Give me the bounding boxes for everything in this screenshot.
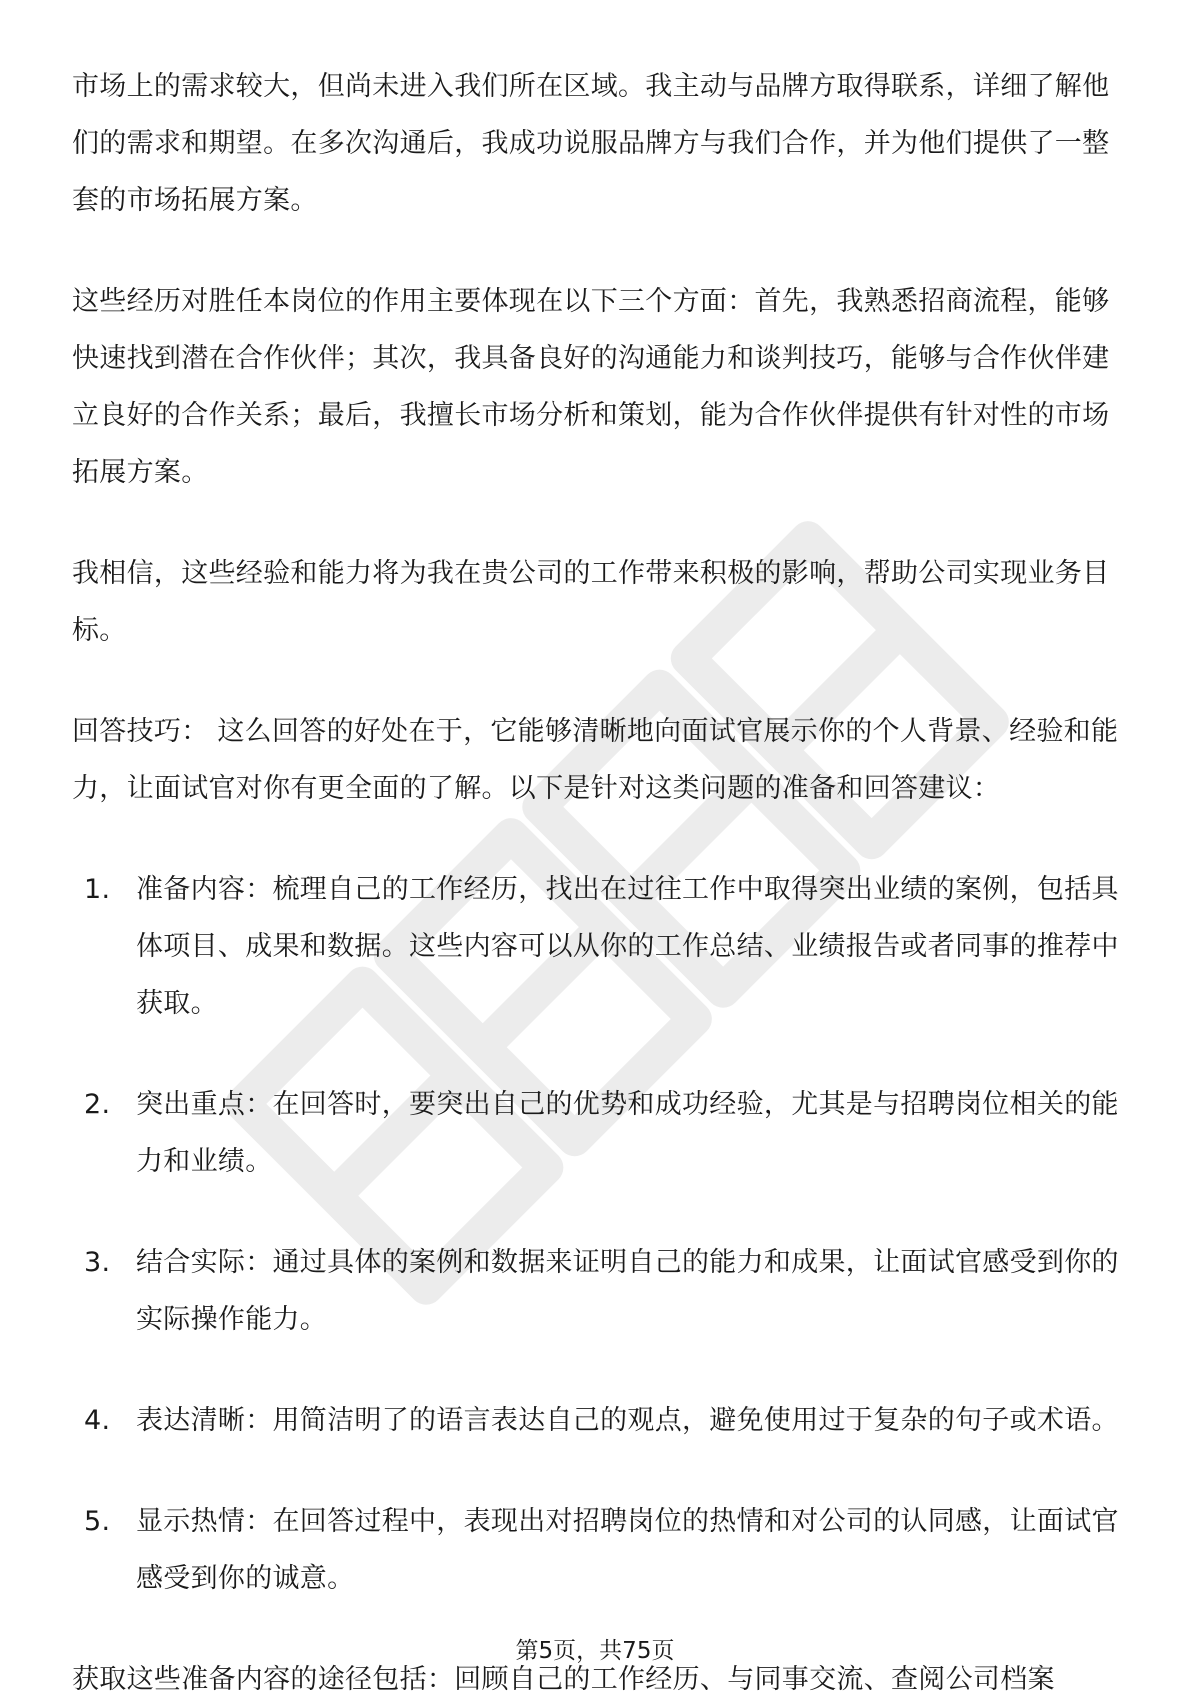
list-item: [84, 1392, 1120, 1449]
list-item: [84, 1234, 1120, 1348]
tips-list: [72, 861, 1120, 1607]
list-item-number: 4.: [84, 1405, 111, 1436]
document-body: [72, 58, 1120, 1708]
list-item-text: 准备内容：梳理自己的工作经历，找出在过往工作中取得突出业绩的案例，包括具体项目、成果和数据。这些内容可以从你的工作总结、业绩报告或者同事的推荐中获取。: [136, 874, 1119, 1019]
list-item: [84, 1076, 1120, 1190]
list-item-number: 5.: [84, 1506, 111, 1537]
list-item-number: 1.: [84, 874, 111, 905]
paragraph: 市场上的需求较大，但尚未进入我们所在区域。我主动与品牌方取得联系，详细了解他们的需求和期望。在多次沟通后，我成功说服品牌方与我们合作，并为他们提供了一整套的市场拓展方案。: [72, 71, 1110, 216]
paragraph: 我相信，这些经验和能力将为我在贵公司的工作带来积极的影响，帮助公司实现业务目标。: [72, 558, 1110, 646]
list-item-text: 结合实际：通过具体的案例和数据来证明自己的能力和成果，让面试官感受到你的实际操作能力。: [136, 1247, 1119, 1335]
list-item-number: 3.: [84, 1247, 111, 1278]
list-item-text: 显示热情：在回答过程中，表现出对招聘岗位的热情和对公司的认同感，让面试官感受到你的诚意。: [136, 1506, 1119, 1594]
page-footer: 第5页，共75页: [515, 1638, 675, 1664]
paragraph: 这些经历对胜任本岗位的作用主要体现在以下三个方面：首先，我熟悉招商流程，能够快速找到潜在合作伙伴；其次，我具备良好的沟通能力和谈判技巧，能够与合作伙伴建立良好的合作关系；最后，我擅长市场分析和策划，能为合作伙伴提供有针对性的市场拓展方案。: [72, 286, 1110, 488]
list-item-text: 表达清晰：用简洁明了的语言表达自己的观点，避免使用过于复杂的句子或术语。: [136, 1405, 1119, 1436]
paragraph: 回答技巧： 这么回答的好处在于，它能够清晰地向面试官展示你的个人背景、经验和能力，让面试官对你有更全面的了解。以下是针对这类问题的准备和回答建议：: [72, 716, 1119, 804]
list-item: [84, 1493, 1120, 1607]
list-item: [84, 861, 1120, 1032]
list-item-number: 2.: [84, 1089, 111, 1120]
paragraph: 获取这些准备内容的途径包括：回顾自己的工作经历、与同事交流、查阅公司档案: [72, 1664, 1055, 1695]
list-item-text: 突出重点：在回答时，要突出自己的优势和成功经验，尤其是与招聘岗位相关的能力和业绩。: [136, 1089, 1119, 1177]
